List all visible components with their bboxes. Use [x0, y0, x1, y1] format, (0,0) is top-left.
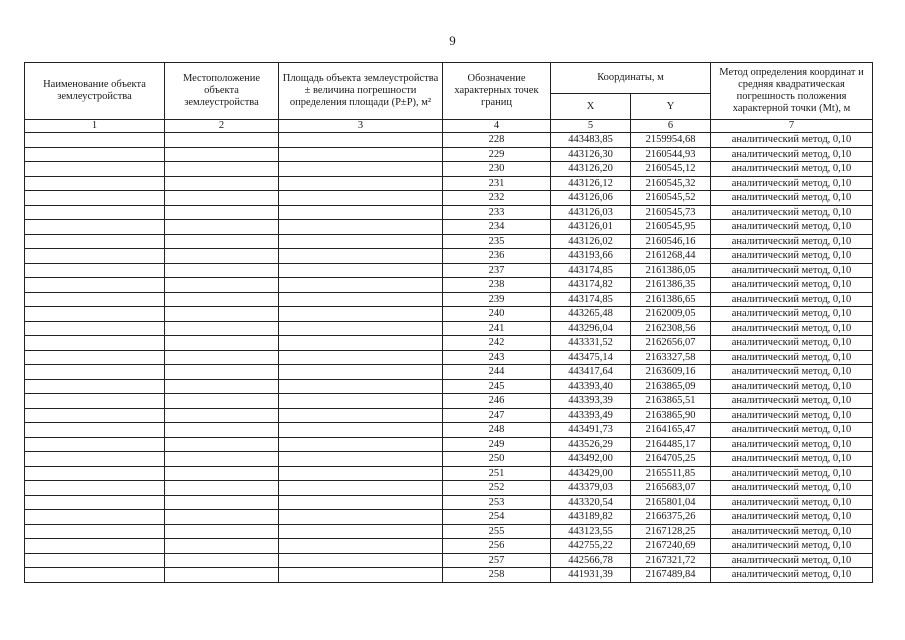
area-cell [279, 553, 443, 568]
point-number-cell: 258 [443, 568, 551, 583]
object-name-cell [25, 205, 165, 220]
x-coordinate-cell: 443320,54 [551, 495, 631, 510]
object-name-cell [25, 191, 165, 206]
object-name-cell [25, 350, 165, 365]
point-number-cell: 246 [443, 394, 551, 409]
x-coordinate-cell: 443174,82 [551, 278, 631, 293]
y-coordinate-cell: 2162308,56 [631, 321, 711, 336]
column-number: 4 [443, 120, 551, 133]
table-row [25, 336, 873, 351]
object-name-cell [25, 481, 165, 496]
object-name-cell [25, 408, 165, 423]
point-number-cell: 255 [443, 524, 551, 539]
object-name-cell [25, 365, 165, 380]
point-number-cell: 249 [443, 437, 551, 452]
method-cell: аналитический метод, 0,10 [711, 162, 873, 177]
method-cell: аналитический метод, 0,10 [711, 408, 873, 423]
location-cell [165, 365, 279, 380]
location-cell [165, 510, 279, 525]
x-coordinate-cell: 443429,00 [551, 466, 631, 481]
object-name-cell [25, 553, 165, 568]
y-coordinate-cell: 2167489,84 [631, 568, 711, 583]
method-cell: аналитический метод, 0,10 [711, 539, 873, 554]
y-coordinate-cell: 2161386,05 [631, 263, 711, 278]
object-name-cell [25, 321, 165, 336]
area-cell [279, 292, 443, 307]
location-cell [165, 292, 279, 307]
object-name-cell [25, 162, 165, 177]
location-cell [165, 568, 279, 583]
table-row [25, 510, 873, 525]
object-name-cell [25, 524, 165, 539]
method-cell: аналитический метод, 0,10 [711, 133, 873, 148]
y-coordinate-cell: 2160545,12 [631, 162, 711, 177]
object-name-cell [25, 394, 165, 409]
header-method: Метод определения координат и средняя квадратическая погрешность положения характерной точки (Mt), м [711, 63, 873, 120]
y-coordinate-cell: 2164485,17 [631, 437, 711, 452]
method-cell: аналитический метод, 0,10 [711, 191, 873, 206]
method-cell: аналитический метод, 0,10 [711, 553, 873, 568]
location-cell [165, 263, 279, 278]
location-cell [165, 147, 279, 162]
area-cell [279, 307, 443, 322]
y-coordinate-cell: 2160544,93 [631, 147, 711, 162]
point-number-cell: 236 [443, 249, 551, 264]
y-coordinate-cell: 2163865,51 [631, 394, 711, 409]
method-cell: аналитический метод, 0,10 [711, 481, 873, 496]
location-cell [165, 205, 279, 220]
column-number-row [25, 120, 873, 133]
area-cell [279, 568, 443, 583]
x-coordinate-cell: 443126,12 [551, 176, 631, 191]
method-cell: аналитический метод, 0,10 [711, 568, 873, 583]
area-cell [279, 350, 443, 365]
table-row [25, 321, 873, 336]
method-cell: аналитический метод, 0,10 [711, 292, 873, 307]
table-header [25, 63, 873, 133]
y-coordinate-cell: 2165683,07 [631, 481, 711, 496]
location-cell [165, 539, 279, 554]
area-cell [279, 379, 443, 394]
y-coordinate-cell: 2161268,44 [631, 249, 711, 264]
object-name-cell [25, 437, 165, 452]
method-cell: аналитический метод, 0,10 [711, 321, 873, 336]
method-cell: аналитический метод, 0,10 [711, 307, 873, 322]
point-number-cell: 242 [443, 336, 551, 351]
method-cell: аналитический метод, 0,10 [711, 495, 873, 510]
header-object-name: Наименование объекта землеустройства [25, 63, 165, 120]
y-coordinate-cell: 2162656,07 [631, 336, 711, 351]
location-cell [165, 307, 279, 322]
point-number-cell: 233 [443, 205, 551, 220]
point-number-cell: 247 [443, 408, 551, 423]
point-number-cell: 230 [443, 162, 551, 177]
x-coordinate-cell: 443492,00 [551, 452, 631, 467]
method-cell: аналитический метод, 0,10 [711, 452, 873, 467]
area-cell [279, 495, 443, 510]
page-number: 9 [449, 33, 456, 48]
method-cell: аналитический метод, 0,10 [711, 249, 873, 264]
header-x: X [551, 94, 631, 120]
point-number-cell: 253 [443, 495, 551, 510]
area-cell [279, 234, 443, 249]
method-cell: аналитический метод, 0,10 [711, 205, 873, 220]
object-name-cell [25, 176, 165, 191]
table-row [25, 365, 873, 380]
point-number-cell: 257 [443, 553, 551, 568]
location-cell [165, 437, 279, 452]
table-row [25, 466, 873, 481]
y-coordinate-cell: 2166375,26 [631, 510, 711, 525]
point-number-cell: 254 [443, 510, 551, 525]
object-name-cell [25, 133, 165, 148]
table-row [25, 350, 873, 365]
y-coordinate-cell: 2164165,47 [631, 423, 711, 438]
object-name-cell [25, 307, 165, 322]
area-cell [279, 220, 443, 235]
point-number-cell: 232 [443, 191, 551, 206]
area-cell [279, 510, 443, 525]
location-cell [165, 524, 279, 539]
point-number-cell: 256 [443, 539, 551, 554]
point-number-cell: 231 [443, 176, 551, 191]
location-cell [165, 249, 279, 264]
area-cell [279, 278, 443, 293]
x-coordinate-cell: 443491,73 [551, 423, 631, 438]
y-coordinate-cell: 2161386,35 [631, 278, 711, 293]
area-cell [279, 365, 443, 380]
x-coordinate-cell: 443126,03 [551, 205, 631, 220]
y-coordinate-cell: 2160545,95 [631, 220, 711, 235]
location-cell [165, 191, 279, 206]
x-coordinate-cell: 443126,20 [551, 162, 631, 177]
method-cell: аналитический метод, 0,10 [711, 336, 873, 351]
column-number: 2 [165, 120, 279, 133]
location-cell [165, 162, 279, 177]
y-coordinate-cell: 2164705,25 [631, 452, 711, 467]
location-cell [165, 133, 279, 148]
object-name-cell [25, 263, 165, 278]
table-row [25, 263, 873, 278]
x-coordinate-cell: 443193,66 [551, 249, 631, 264]
method-cell: аналитический метод, 0,10 [711, 466, 873, 481]
method-cell: аналитический метод, 0,10 [711, 147, 873, 162]
method-cell: аналитический метод, 0,10 [711, 234, 873, 249]
y-coordinate-cell: 2159954,68 [631, 133, 711, 148]
y-coordinate-cell: 2167321,72 [631, 553, 711, 568]
method-cell: аналитический метод, 0,10 [711, 278, 873, 293]
object-name-cell [25, 336, 165, 351]
x-coordinate-cell: 443174,85 [551, 263, 631, 278]
object-name-cell [25, 452, 165, 467]
method-cell: аналитический метод, 0,10 [711, 437, 873, 452]
column-number: 1 [25, 120, 165, 133]
x-coordinate-cell: 443296,04 [551, 321, 631, 336]
area-cell [279, 133, 443, 148]
table-row [25, 191, 873, 206]
y-coordinate-cell: 2165801,04 [631, 495, 711, 510]
table-row [25, 234, 873, 249]
object-name-cell [25, 147, 165, 162]
y-coordinate-cell: 2163865,09 [631, 379, 711, 394]
point-number-cell: 252 [443, 481, 551, 496]
object-name-cell [25, 568, 165, 583]
column-number: 5 [551, 120, 631, 133]
location-cell [165, 176, 279, 191]
object-name-cell [25, 466, 165, 481]
location-cell [165, 350, 279, 365]
point-number-cell: 239 [443, 292, 551, 307]
x-coordinate-cell: 443393,39 [551, 394, 631, 409]
table-row [25, 524, 873, 539]
point-number-cell: 243 [443, 350, 551, 365]
y-coordinate-cell: 2160545,73 [631, 205, 711, 220]
point-number-cell: 228 [443, 133, 551, 148]
method-cell: аналитический метод, 0,10 [711, 350, 873, 365]
point-number-cell: 229 [443, 147, 551, 162]
object-name-cell [25, 423, 165, 438]
object-name-cell [25, 220, 165, 235]
x-coordinate-cell: 443475,14 [551, 350, 631, 365]
table-row [25, 176, 873, 191]
x-coordinate-cell: 443126,01 [551, 220, 631, 235]
table-row [25, 292, 873, 307]
table-row [25, 162, 873, 177]
object-name-cell [25, 249, 165, 264]
table-row [25, 495, 873, 510]
method-cell: аналитический метод, 0,10 [711, 220, 873, 235]
x-coordinate-cell: 443174,85 [551, 292, 631, 307]
x-coordinate-cell: 443526,29 [551, 437, 631, 452]
object-name-cell [25, 234, 165, 249]
x-coordinate-cell: 443126,30 [551, 147, 631, 162]
point-number-cell: 241 [443, 321, 551, 336]
method-cell: аналитический метод, 0,10 [711, 394, 873, 409]
location-cell [165, 379, 279, 394]
column-number: 3 [279, 120, 443, 133]
method-cell: аналитический метод, 0,10 [711, 176, 873, 191]
location-cell [165, 452, 279, 467]
area-cell [279, 423, 443, 438]
column-number: 6 [631, 120, 711, 133]
y-coordinate-cell: 2163865,90 [631, 408, 711, 423]
y-coordinate-cell: 2162009,05 [631, 307, 711, 322]
x-coordinate-cell: 442566,78 [551, 553, 631, 568]
location-cell [165, 495, 279, 510]
y-coordinate-cell: 2167240,69 [631, 539, 711, 554]
location-cell [165, 408, 279, 423]
area-cell [279, 524, 443, 539]
location-cell [165, 394, 279, 409]
point-number-cell: 250 [443, 452, 551, 467]
header-coordinates: Координаты, м [551, 63, 711, 94]
method-cell: аналитический метод, 0,10 [711, 379, 873, 394]
header-point-designation: Обозначение характерных точек границ [443, 63, 551, 120]
location-cell [165, 423, 279, 438]
x-coordinate-cell: 443417,64 [551, 365, 631, 380]
area-cell [279, 539, 443, 554]
x-coordinate-cell: 443126,06 [551, 191, 631, 206]
point-number-cell: 237 [443, 263, 551, 278]
point-number-cell: 251 [443, 466, 551, 481]
y-coordinate-cell: 2160545,52 [631, 191, 711, 206]
point-number-cell: 234 [443, 220, 551, 235]
point-number-cell: 248 [443, 423, 551, 438]
point-number-cell: 244 [443, 365, 551, 380]
x-coordinate-cell: 443483,85 [551, 133, 631, 148]
point-number-cell: 240 [443, 307, 551, 322]
column-number: 7 [711, 120, 873, 133]
y-coordinate-cell: 2167128,25 [631, 524, 711, 539]
location-cell [165, 220, 279, 235]
method-cell: аналитический метод, 0,10 [711, 510, 873, 525]
table-row [25, 147, 873, 162]
area-cell [279, 394, 443, 409]
object-name-cell [25, 510, 165, 525]
table-row [25, 249, 873, 264]
area-cell [279, 481, 443, 496]
location-cell [165, 336, 279, 351]
table-row [25, 539, 873, 554]
table-row [25, 307, 873, 322]
table-row [25, 553, 873, 568]
object-name-cell [25, 495, 165, 510]
x-coordinate-cell: 443331,52 [551, 336, 631, 351]
table-body [25, 133, 873, 583]
point-number-cell: 245 [443, 379, 551, 394]
table-row [25, 423, 873, 438]
table-row [25, 394, 873, 409]
y-coordinate-cell: 2161386,65 [631, 292, 711, 307]
location-cell [165, 466, 279, 481]
header-y: Y [631, 94, 711, 120]
method-cell: аналитический метод, 0,10 [711, 524, 873, 539]
x-coordinate-cell: 443123,55 [551, 524, 631, 539]
x-coordinate-cell: 442755,22 [551, 539, 631, 554]
x-coordinate-cell: 443265,48 [551, 307, 631, 322]
area-cell [279, 205, 443, 220]
object-name-cell [25, 539, 165, 554]
table-row [25, 205, 873, 220]
table-row [25, 220, 873, 235]
table-row [25, 379, 873, 394]
y-coordinate-cell: 2160546,16 [631, 234, 711, 249]
area-cell [279, 191, 443, 206]
table-row [25, 452, 873, 467]
header-location: Местоположение объекта землеустройства [165, 63, 279, 120]
object-name-cell [25, 278, 165, 293]
y-coordinate-cell: 2163327,58 [631, 350, 711, 365]
x-coordinate-cell: 443189,82 [551, 510, 631, 525]
location-cell [165, 234, 279, 249]
object-name-cell [25, 379, 165, 394]
y-coordinate-cell: 2160545,32 [631, 176, 711, 191]
object-name-cell [25, 292, 165, 307]
y-coordinate-cell: 2165511,85 [631, 466, 711, 481]
table-row [25, 568, 873, 583]
x-coordinate-cell: 443393,49 [551, 408, 631, 423]
area-cell [279, 336, 443, 351]
area-cell [279, 263, 443, 278]
area-cell [279, 452, 443, 467]
area-cell [279, 408, 443, 423]
area-cell [279, 176, 443, 191]
y-coordinate-cell: 2163609,16 [631, 365, 711, 380]
area-cell [279, 249, 443, 264]
table-row [25, 133, 873, 148]
x-coordinate-cell: 443126,02 [551, 234, 631, 249]
x-coordinate-cell: 443379,03 [551, 481, 631, 496]
x-coordinate-cell: 443393,40 [551, 379, 631, 394]
method-cell: аналитический метод, 0,10 [711, 365, 873, 380]
coordinates-table [24, 62, 873, 583]
area-cell [279, 437, 443, 452]
area-cell [279, 147, 443, 162]
location-cell [165, 553, 279, 568]
x-coordinate-cell: 441931,39 [551, 568, 631, 583]
location-cell [165, 278, 279, 293]
area-cell [279, 466, 443, 481]
location-cell [165, 321, 279, 336]
method-cell: аналитический метод, 0,10 [711, 423, 873, 438]
table-row [25, 408, 873, 423]
table-row [25, 278, 873, 293]
location-cell [165, 481, 279, 496]
area-cell [279, 321, 443, 336]
point-number-cell: 238 [443, 278, 551, 293]
area-cell [279, 162, 443, 177]
point-number-cell: 235 [443, 234, 551, 249]
table-row [25, 481, 873, 496]
method-cell: аналитический метод, 0,10 [711, 263, 873, 278]
table-row [25, 437, 873, 452]
header-area: Площадь объекта землеустройства ± величина погрешности определения площади (Р±Р), м² [279, 63, 443, 120]
